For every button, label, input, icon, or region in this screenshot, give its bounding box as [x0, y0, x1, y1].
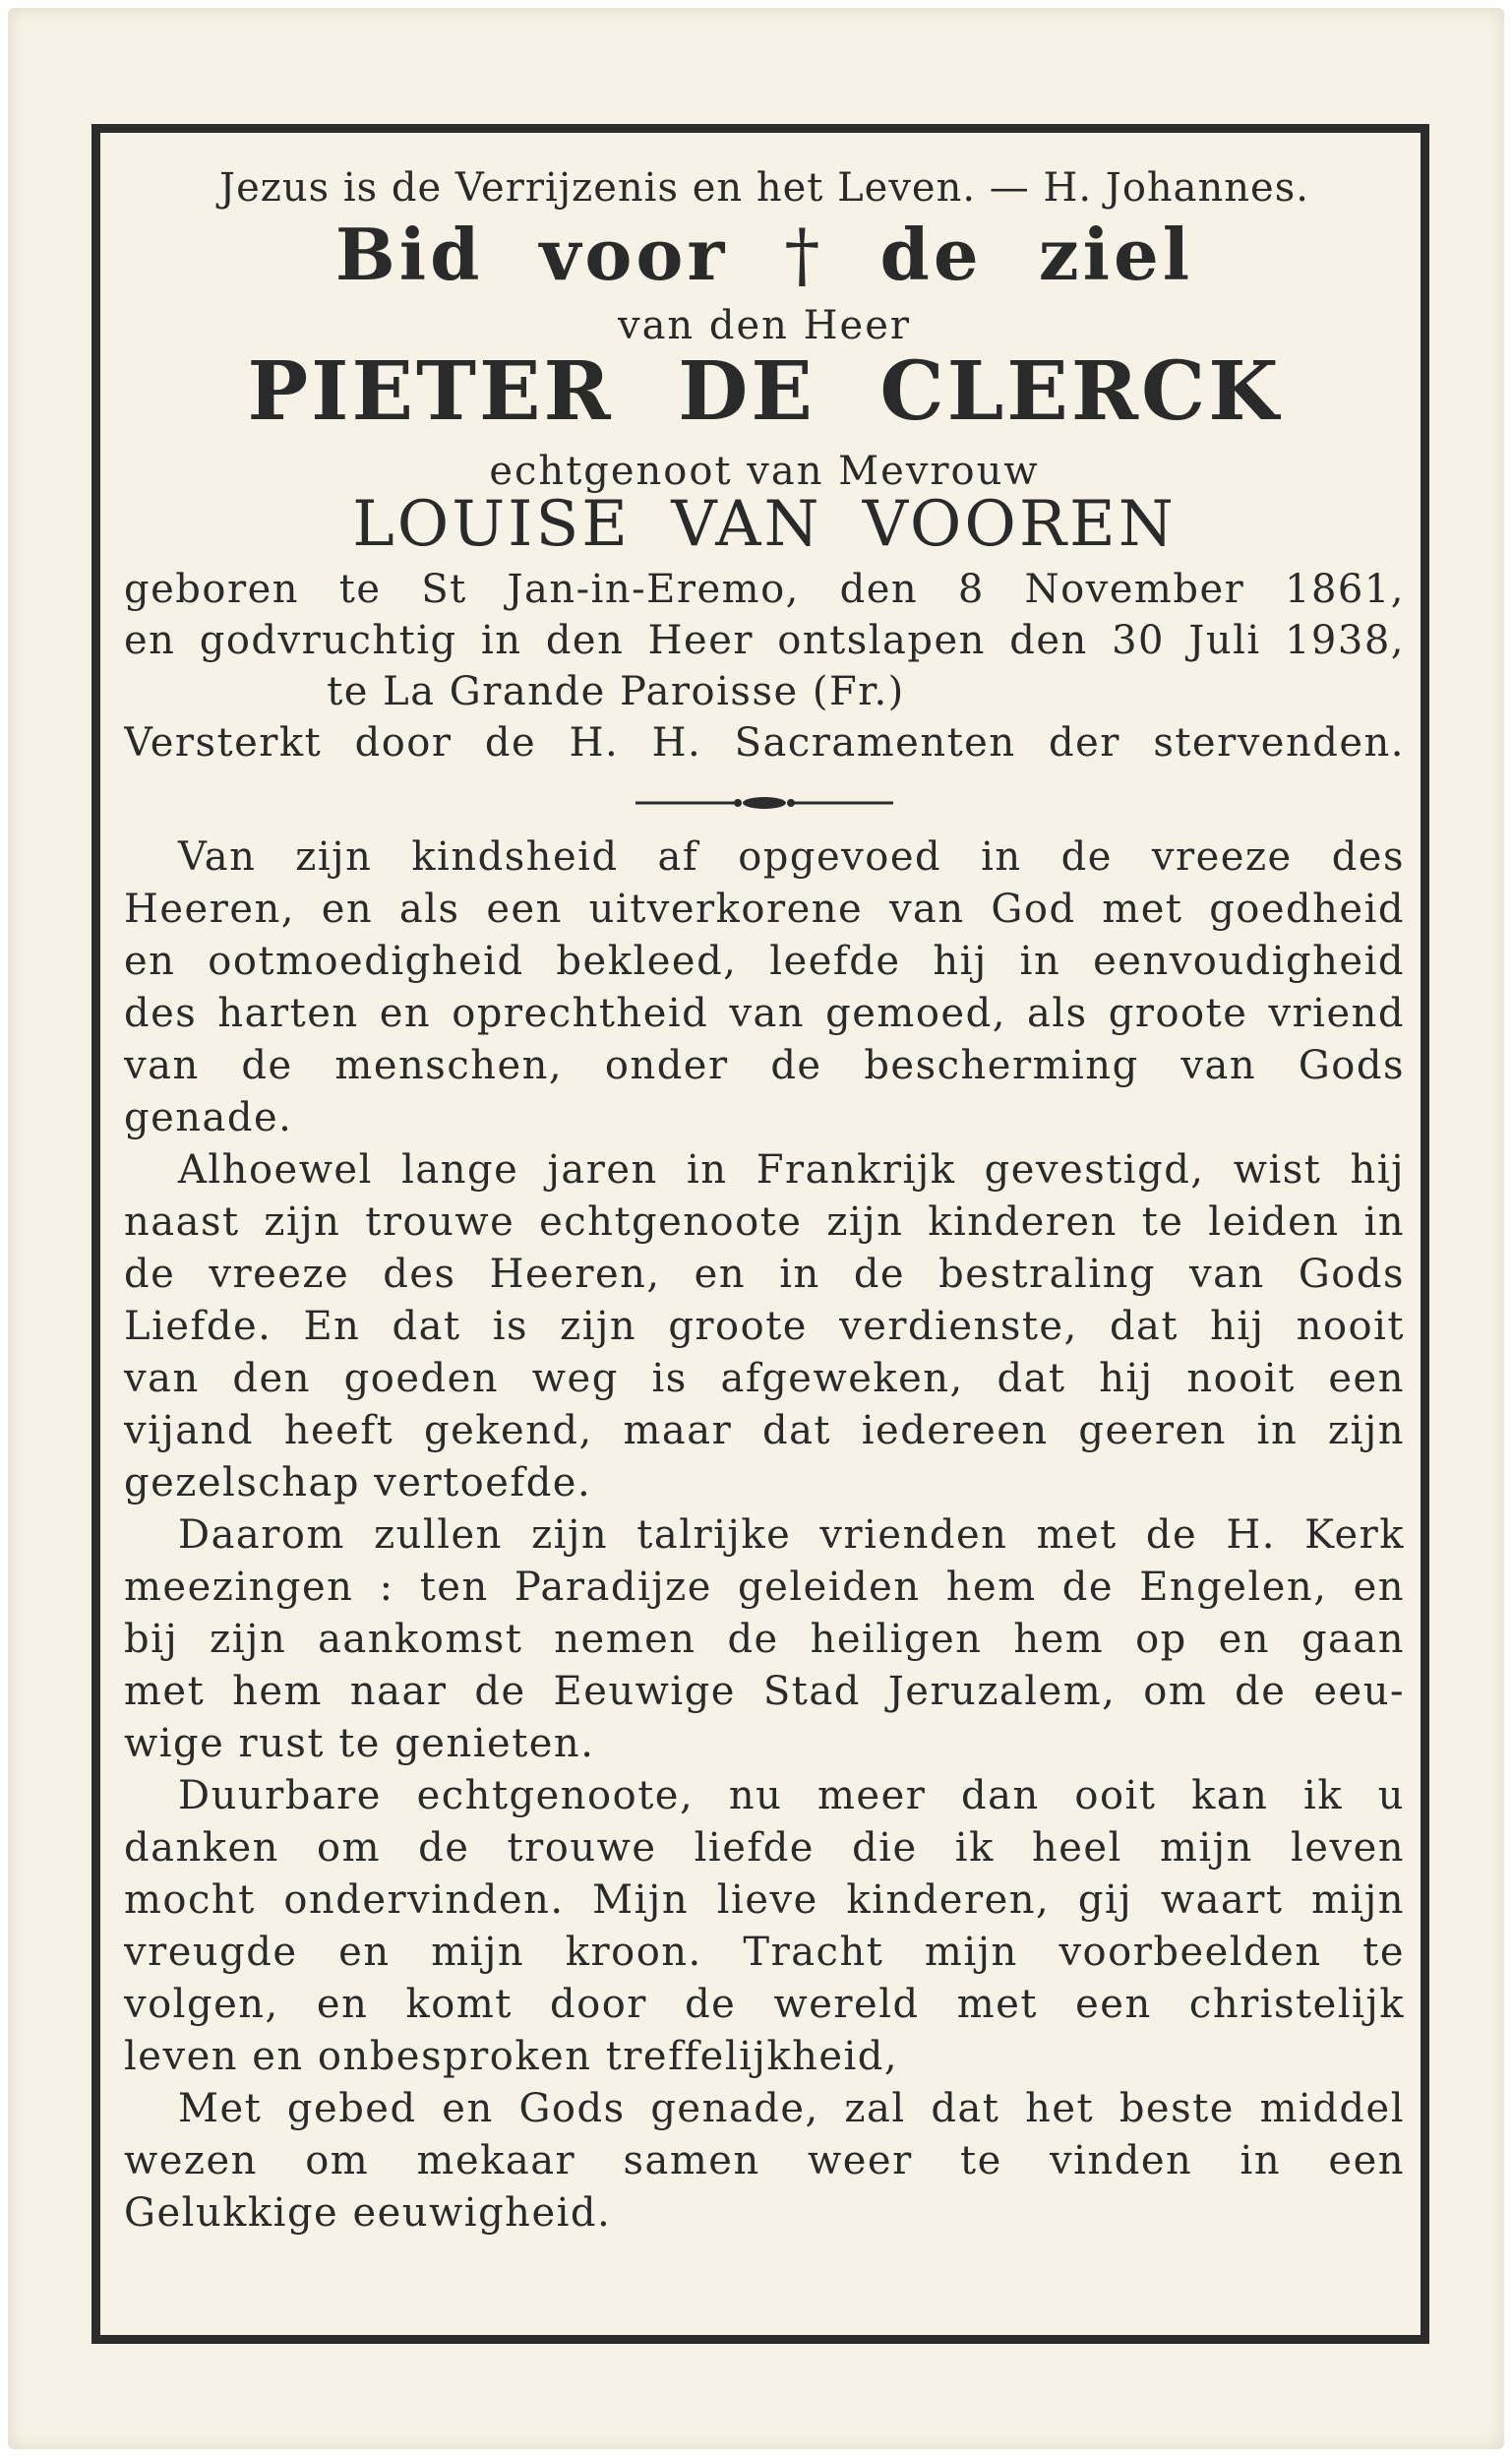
body-line: vijand heeft gekend, maar dat iedereen geeren in zijn	[124, 1408, 1405, 1453]
body-line: wezen om mekaar samen weer te vinden in een	[124, 2138, 1405, 2183]
body-line: wige rust te genieten.	[124, 1721, 595, 1766]
body-line: naast zijn trouwe echtgenoote zijn kinderen te leiden in	[124, 1199, 1405, 1245]
body-line: danken om de trouwe liefde die ik heel mijn leven	[124, 1825, 1405, 1871]
body-line: meezingen : ten Paradijze geleiden hem de Engelen, en	[124, 1565, 1405, 1610]
body-line: Alhoewel lange jaren in Frankrijk gevestigd, wist hij	[178, 1147, 1405, 1193]
body-line: de vreeze des Heeren, en in de bestraling van Gods	[124, 1252, 1405, 1297]
prayer-heading	[124, 213, 1405, 296]
body-line: en ootmoedigheid bekleed, leefde hij in eenvoudigheid	[124, 939, 1405, 984]
body-line: leven en onbesproken treffelijkheid,	[124, 2034, 899, 2079]
body-line: Gelukkige eeuwigheid.	[124, 2190, 612, 2236]
body-line: Van zijn kindsheid af opgevoed in de vreeze des	[178, 834, 1405, 880]
prayer-heading-left: Bid voor	[334, 213, 729, 296]
body-line: gezelschap vertoefde.	[124, 1460, 592, 1505]
deceased-name: PIETER DE CLERCK	[247, 344, 1282, 439]
body-line: van den goeden weg is afgeweken, dat hij nooit een	[124, 1356, 1405, 1401]
prayer-heading-right: de ziel	[879, 213, 1194, 296]
card-content	[124, 155, 1405, 2320]
body-line: met hem naar de Eeuwige Stad Jeruzalem, om de eeu-	[124, 1669, 1405, 1714]
body-line: Met gebed en Gods genade, zal dat het beste middel	[178, 2086, 1405, 2131]
death-line: en godvruchtig in den Heer ontslapen den 30 Juli 1938,	[124, 618, 1405, 663]
body-line: Heeren, en als een uitverkorene van God met goedheid	[124, 887, 1405, 932]
body-line: Duurbare echtgenoote, nu meer dan ooit kan ik u	[178, 1773, 1405, 1818]
body-line: Daarom zullen zijn talrijke vrienden met de H. Kerk	[178, 1512, 1405, 1558]
spouse-name: LOUISE VAN VOOREN	[352, 488, 1177, 561]
birth-line: geboren te St Jan-in-Eremo, den 8 November 1861,	[124, 567, 1405, 612]
memorial-card	[8, 8, 1504, 2449]
body-line: van de menschen, onder de bescherming van Gods	[124, 1043, 1405, 1088]
cross-icon: †	[784, 214, 824, 296]
body-line: des harten en oprechtheid van gemoed, als groote vriend	[124, 991, 1405, 1036]
van-den-heer: van den Heer	[617, 303, 912, 348]
body-line: volgen, en komt door de wereld met een christelijk	[124, 1982, 1405, 2027]
spouse-intro: echtgenoot van Mevrouw	[489, 449, 1040, 494]
verse-line: Jezus is de Verrijzenis en het Leven. — H. Johannes.	[219, 165, 1309, 211]
body-line: bij zijn aankomst nemen de heiligen hem op en gaan	[124, 1617, 1405, 1662]
body-line: mocht ondervinden. Mijn lieve kinderen, gij waart mijn	[124, 1877, 1405, 1923]
body-line: vreugde en mijn kroon. Tracht mijn voorbeelden te	[124, 1930, 1405, 1975]
death-place-line: te La Grande Paroisse (Fr.)	[327, 669, 905, 714]
sacraments-line: Versterkt door de H. H. Sacramenten der stervenden.	[124, 720, 1405, 766]
divider-ornament	[635, 793, 893, 813]
body-line: genade.	[124, 1095, 293, 1140]
body-line: Liefde. En dat is zijn groote verdienste, dat hij nooit	[124, 1304, 1405, 1349]
